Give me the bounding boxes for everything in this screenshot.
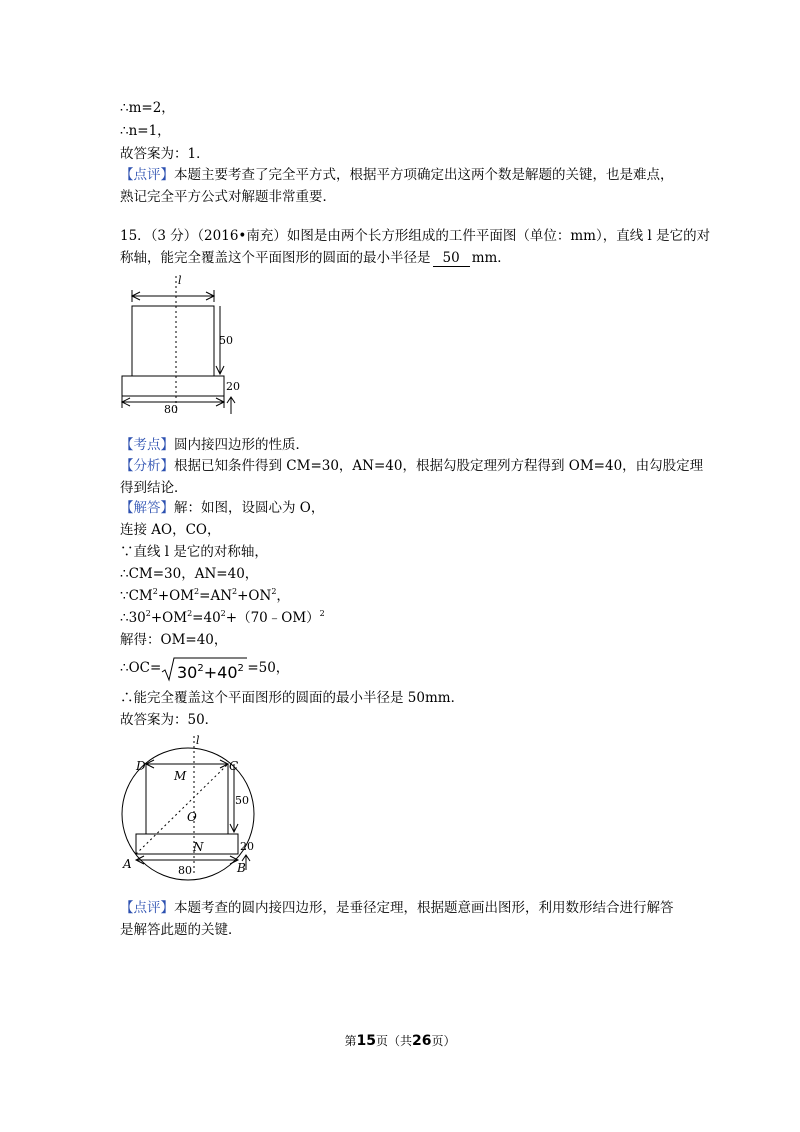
upper-rectangle (132, 306, 214, 376)
question-15-line-2 (120, 248, 511, 268)
jieda-line-1 (120, 498, 324, 518)
jieda-line-3: ∵直线 l 是它的对称轴， (120, 544, 268, 560)
page-footer: 第15页（共26页） (344, 1033, 456, 1049)
point-d: D (136, 759, 146, 773)
jieda-line-4: ∴CM=30，AN=40， (120, 566, 259, 582)
dianping-line-1 (120, 898, 674, 918)
unit-text: mm． (471, 250, 511, 266)
dianping-text: 本题考查的圆内接四边形，是垂径定理，根据题意画出图形，利用数形结合进行解答 (174, 900, 674, 916)
page-total: 26 (412, 1033, 432, 1049)
point-c: C (229, 759, 239, 773)
point-a: A (123, 857, 132, 871)
fenxi-text: 根据已知条件得到 CM=30，AN=40，根据勾股定理列方程得到 OM=40，由勾股定理 (174, 458, 704, 474)
question-text: 称轴，能完全覆盖这个平面图形的圆面的最小半径是 (120, 250, 431, 266)
kaodian-text: 圆内接四边形的性质． (174, 437, 309, 453)
kaodian-tag: 【考点】 (120, 437, 174, 453)
lower-rectangle (136, 834, 238, 854)
dianping-tag: 【点评】 (120, 900, 174, 916)
axis-label-l: l (178, 274, 182, 287)
point-m: M (174, 769, 187, 783)
kaodian-line (120, 435, 309, 455)
dianping-line-2: 是解答此题的关键． (120, 922, 242, 938)
svg-text:302+402: $30^2+40^2$ (177, 662, 245, 682)
fenxi-line-2: 得到结论． (120, 480, 188, 496)
page-number: 15 (356, 1033, 376, 1049)
point-o: O (187, 810, 197, 824)
jieda-tag: 【解答】 (120, 500, 174, 516)
jieda-answer: 故答案为：50． (120, 712, 219, 728)
label-20: 20 (240, 840, 254, 853)
axis-label-l: l (196, 734, 200, 747)
label-80: 80 (164, 403, 178, 416)
jieda-line-7: 解得：OM=40， (120, 632, 228, 648)
fenxi-line-1 (120, 456, 703, 476)
figure-circle (116, 730, 276, 885)
label-20: 20 (226, 380, 240, 393)
prev-line-1: ∴m=2， (120, 100, 175, 116)
point-b: B (237, 861, 246, 875)
radical-sign (161, 656, 247, 682)
answer-blank: 50 (433, 251, 470, 267)
point-n: N (193, 840, 204, 854)
sqrt-expression (161, 656, 247, 682)
prev-comment-line-1 (120, 165, 674, 185)
comment-text: 本题主要考查了完全平方式，根据平方项确定出这两个数是解题的关键，也是难点， (174, 167, 674, 183)
jieda-equation-1: $\because CM^2+OM^2=AN^2+ON^2$， (120, 587, 290, 604)
label-50: 50 (219, 334, 233, 347)
jieda-sqrt-line: ∴OC= $30^2+40^2$ =50， (120, 655, 289, 682)
jieda-line-2: 连接 AO，CO， (120, 522, 221, 538)
comment-tag: 【点评】 (120, 167, 174, 183)
label-80: 80 (178, 864, 192, 877)
figure-workpiece (116, 272, 246, 418)
lower-rectangle (122, 376, 224, 396)
fenxi-tag: 【分析】 (120, 458, 174, 474)
question-15-head: 15．（3 分）（2016•南充）如图是由两个长方形组成的工件平面图（单位：mm），直线 l 是它的对 (120, 228, 711, 244)
jieda-equation-2: $\therefore 30^2+OM^2=40^2+(70﹣OM)^2$ (120, 609, 325, 626)
prev-comment-line-2: 熟记完全平方公式对解题非常重要． (120, 189, 336, 205)
jieda-line-9: ∴能完全覆盖这个平面图形的圆面的最小半径是 50mm． (120, 690, 465, 706)
jieda-text: 解：如图，设圆心为 O， (174, 500, 325, 516)
label-50: 50 (235, 794, 249, 807)
prev-line-2: ∴n=1， (120, 123, 171, 139)
prev-answer: 故答案为：1． (120, 146, 210, 162)
